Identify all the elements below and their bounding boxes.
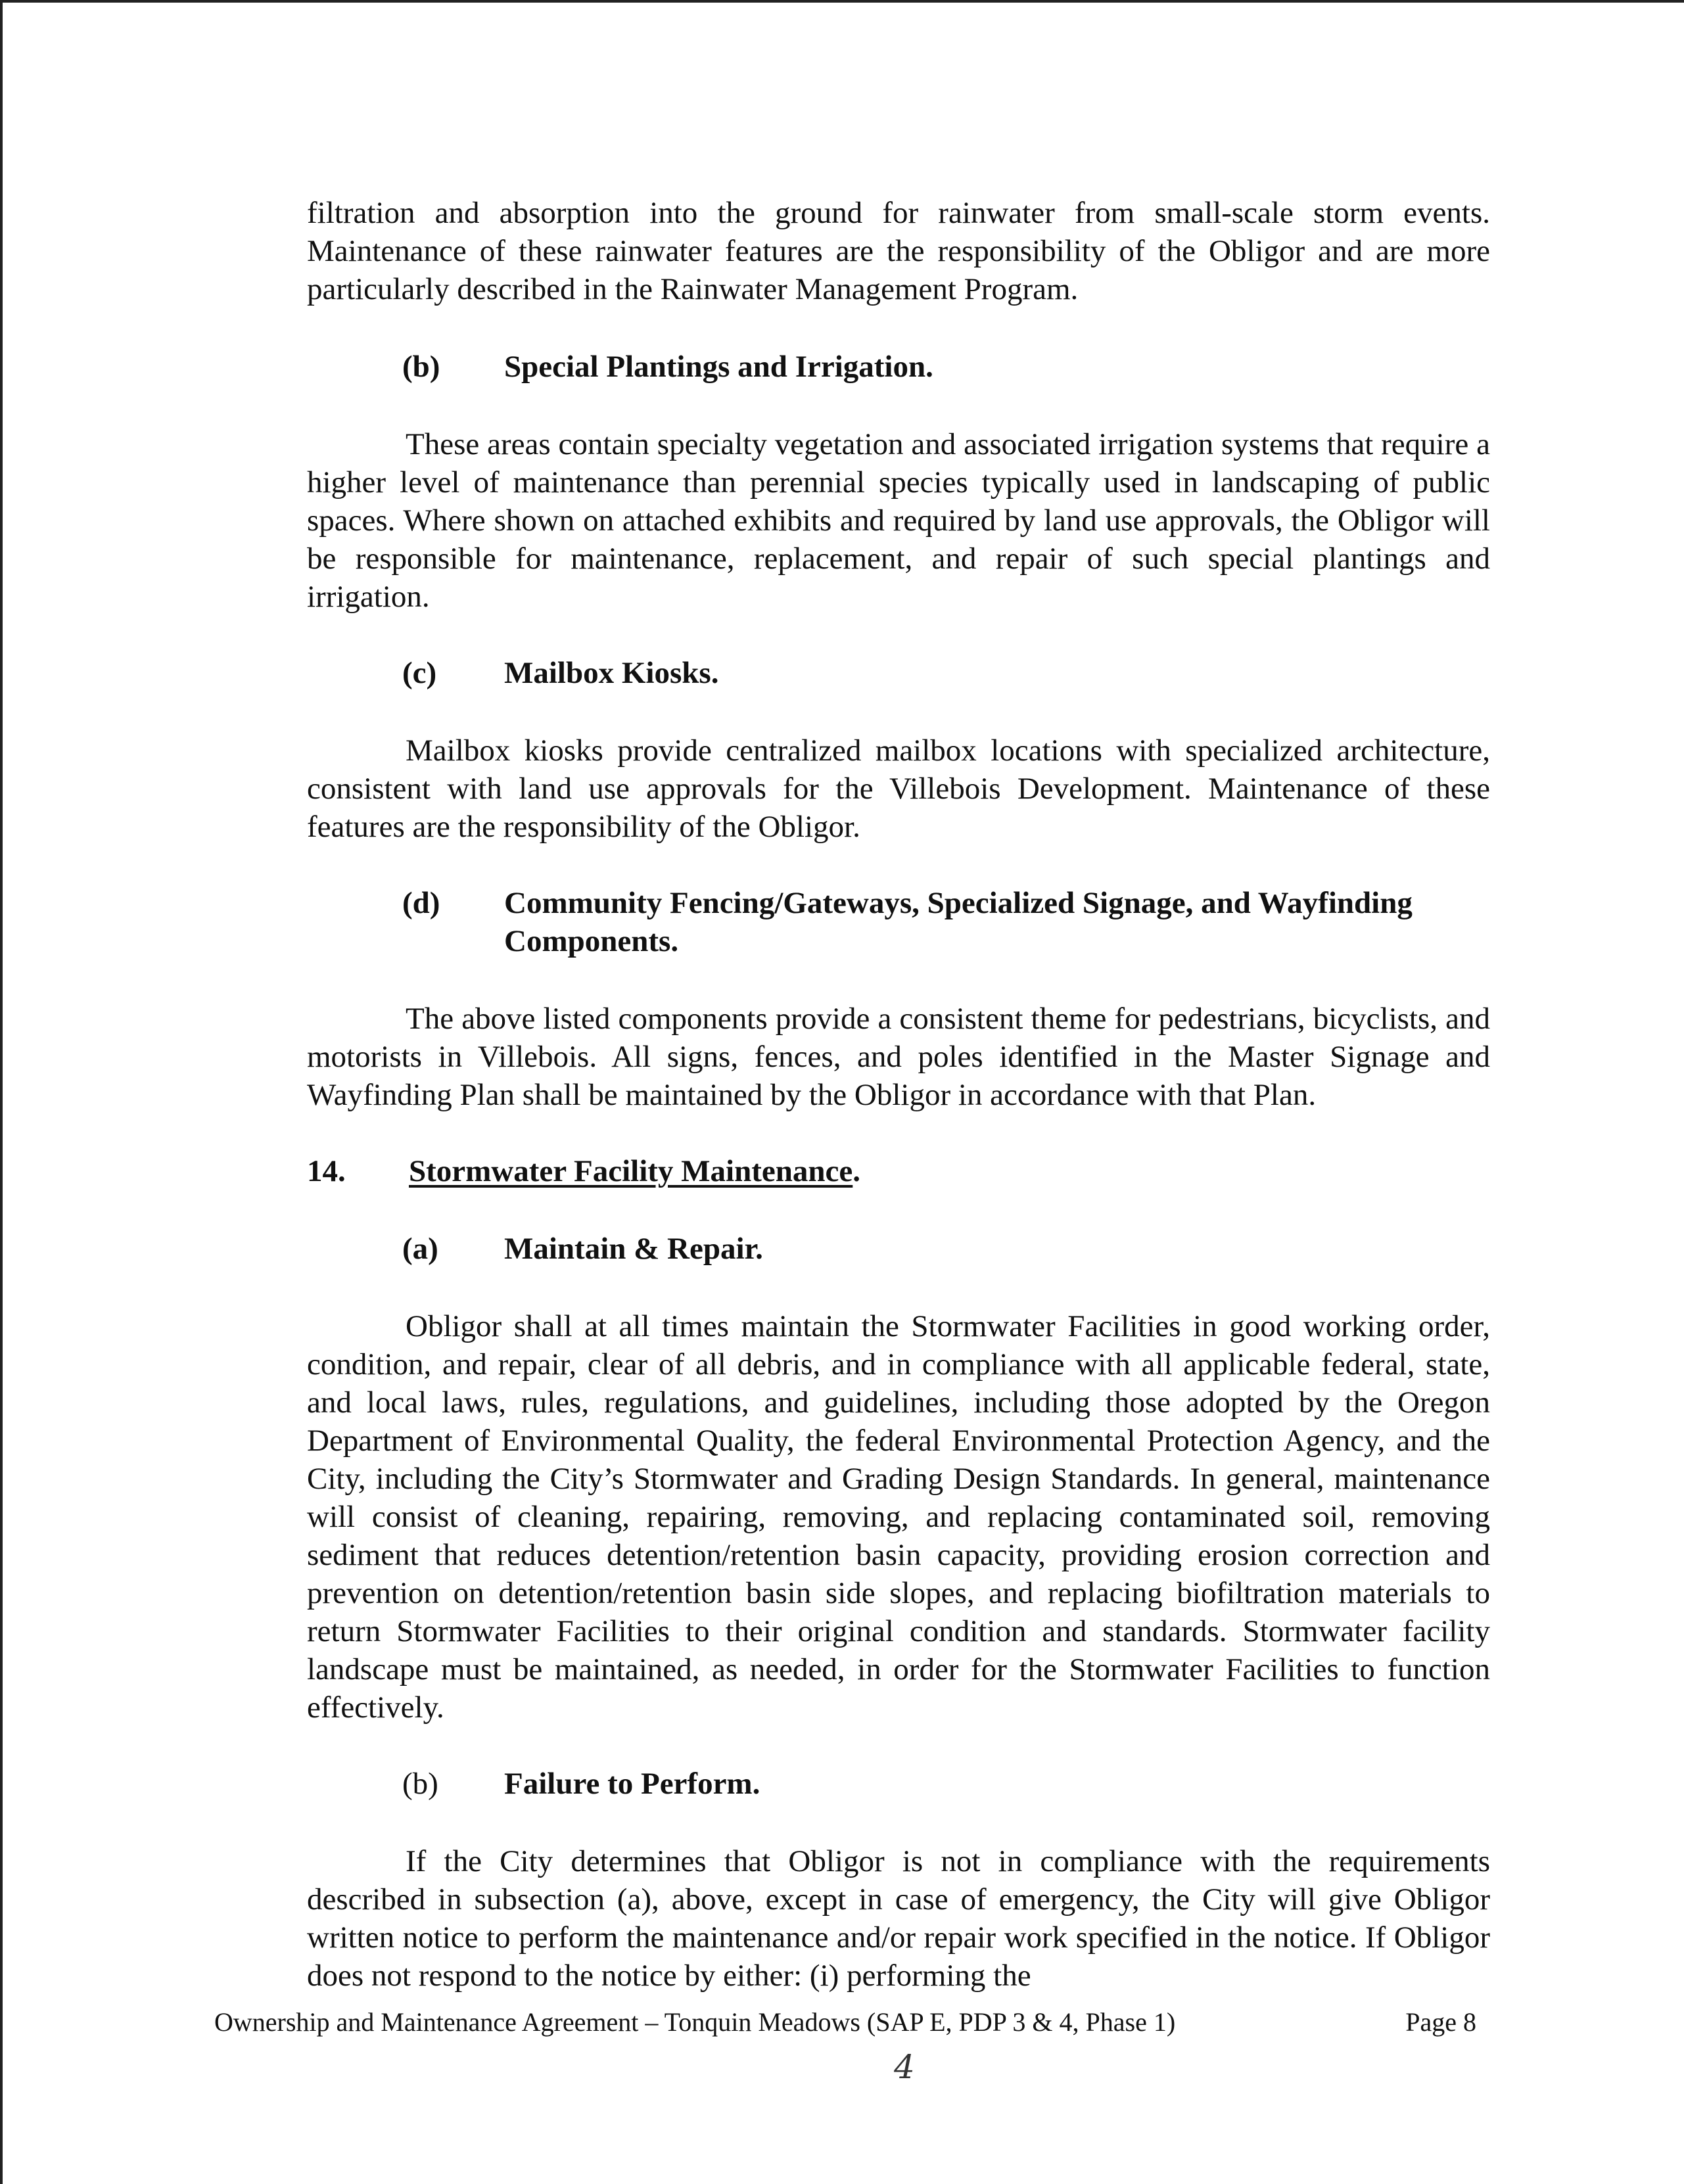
- community-fencing-paragraph: The above listed components provide a consistent theme for pedestrians, bicyclists, and motorists in Villebois. All signs, fences, and poles identified in the Master Signage and Wayfinding Plan shall be maintained by the Obligor in accordance with that Plan.: [307, 1002, 1490, 1112]
- heading-community-fencing: [307, 884, 1490, 960]
- heading-label: (a): [402, 1232, 438, 1266]
- mailbox-kiosks-paragraph: Mailbox kiosks provide centralized mailbox locations with specialized architecture, consistent with land use approvals for the Villebois Development. Maintenance of these features are the responsibility of the Obligor.: [307, 733, 1490, 844]
- intro-paragraph: filtration and absorption into the ground for rainwater from small-scale storm events. Maintenance of these rainwater features are the responsibility of the Obligor and are more particularly described in the Rainwater Management Program.: [307, 196, 1490, 306]
- heading-label: (b): [402, 1767, 438, 1801]
- section-number: 14.: [307, 1154, 346, 1188]
- heading-title: Failure to Perform.: [504, 1767, 760, 1801]
- maintain-repair-paragraph: Obligor shall at all times maintain the Stormwater Facilities in good working order, condition, and repair, clear of all debris, and in compliance with all applicable federal, state, and local laws, rules, regulations, and guidelines, including those adopted by the Oregon Department of Environmental Quality, the federal Environmental Protection Agency, and the City, including the City’s Stormwater and Grading Design Standards. In general, maintenance will consist of cleaning, repairing, removing, and replacing contaminated soil, removing sediment that reduces detention/retention basin capacity, providing erosion correction and prevention on detention/retention basin side slopes, and replacing biofiltration materials to return Stormwater Facilities to their original condition and standards. Stormwater facility landscape must be maintained, as needed, in order for the Stormwater Facilities to function effectively.: [307, 1309, 1490, 1725]
- document-body: [307, 194, 1490, 1995]
- page-footer: [214, 2006, 1476, 2039]
- heading-label: (b): [402, 350, 440, 384]
- section-title-period: .: [853, 1154, 860, 1188]
- section-title: Stormwater Facility Maintenance: [409, 1154, 853, 1188]
- heading-stormwater-maintenance: [307, 1152, 1490, 1190]
- heading-label: (c): [402, 656, 437, 690]
- heading-label: (d): [402, 886, 440, 920]
- heading-mailbox-kiosks: [307, 654, 1490, 692]
- page-number: Page 8: [1405, 2007, 1476, 2037]
- handwritten-mark: 4: [894, 2048, 915, 2086]
- special-plantings-paragraph: These areas contain specialty vegetation and associated irrigation systems that require a higher level of maintenance than perennial species typically used in landscaping of public spaces. Where shown on attached exhibits and required by land use approvals, the Obligor will be responsible for maintenance, replacement, and repair of such special plantings and irrigation.: [307, 427, 1490, 614]
- footer-text: Ownership and Maintenance Agreement – Tonquin Meadows (SAP E, PDP 3 & 4, Phase 1): [214, 2007, 1176, 2037]
- heading-failure-to-perform: [307, 1765, 1490, 1803]
- page-border-left: [0, 0, 3, 2184]
- heading-maintain-repair: [307, 1230, 1490, 1268]
- heading-title: Special Plantings and Irrigation.: [504, 350, 933, 384]
- heading-title: Maintain & Repair.: [504, 1232, 763, 1266]
- failure-to-perform-paragraph: If the City determines that Obligor is not in compliance with the requirements described in subsection (a), above, except in case of emergency, the City will give Obligor written notice to perform the maintenance and/or repair work specified in the notice. If Obligor does not respond to the notice by either: (i) performing the: [307, 1844, 1490, 1993]
- heading-special-plantings: [307, 348, 1490, 386]
- heading-title: Mailbox Kiosks.: [504, 656, 719, 690]
- heading-title: Community Fencing/Gateways, Specialized Signage, and Wayfinding Components.: [504, 886, 1413, 958]
- page-border-top: [0, 0, 1684, 3]
